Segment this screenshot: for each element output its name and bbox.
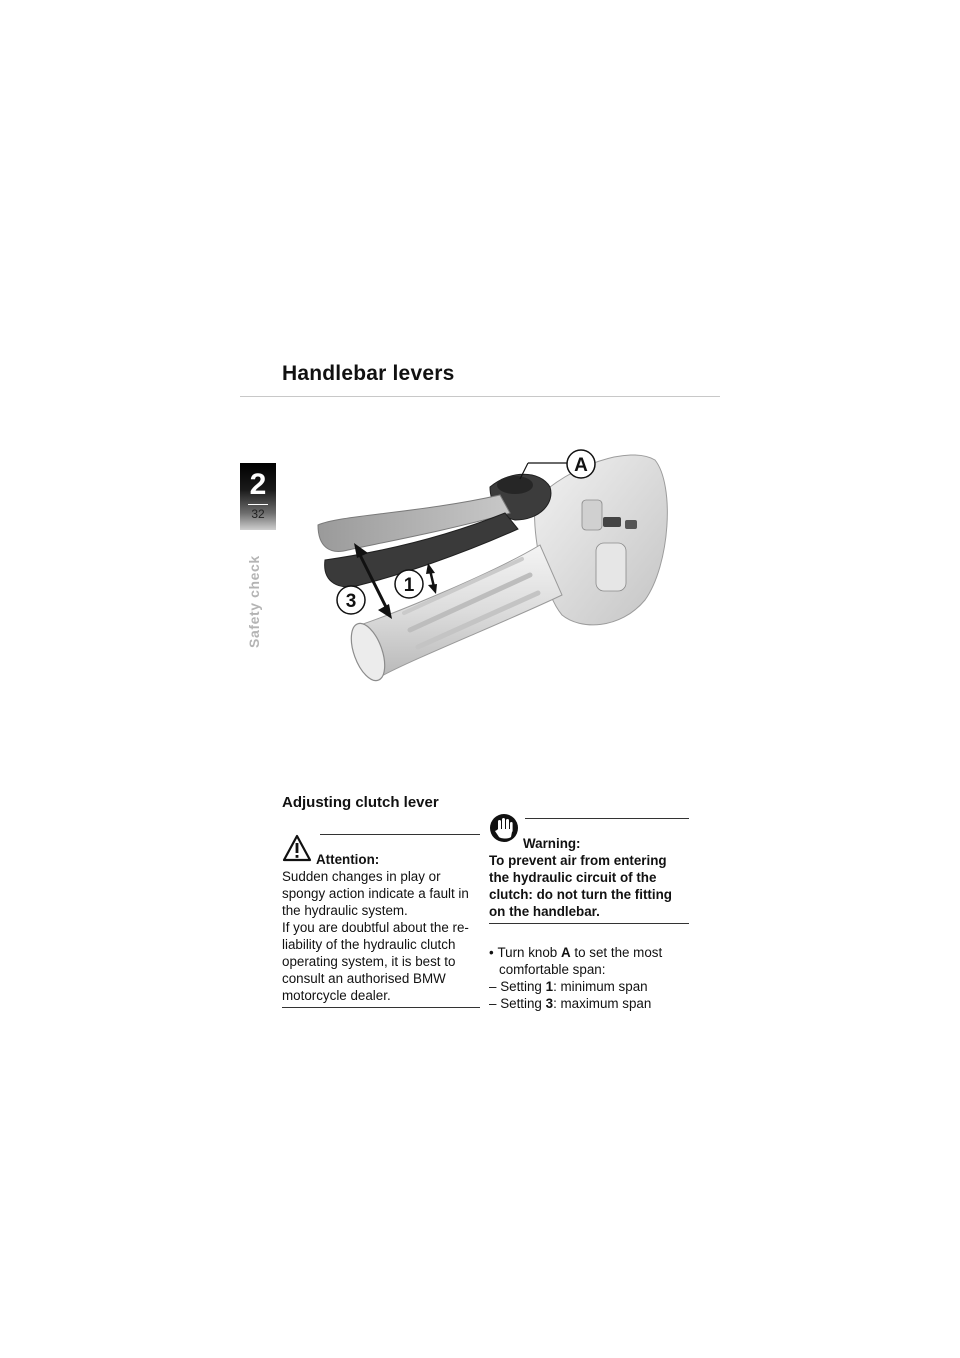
warning-triangle-icon xyxy=(282,834,312,862)
title-rule xyxy=(240,396,720,397)
warning-header xyxy=(489,818,689,852)
callout-3: 3 xyxy=(345,591,357,612)
attention-text: Sudden changes in play or spongy action indicate a fault in the hydraulic system. If you are doubtful about the re- liability of the hydraulic clutch operating system, it is best to consult an authorised BMW motorcycle dealer. xyxy=(282,869,469,1003)
warning-note xyxy=(489,818,689,1012)
warning-text: To prevent air from entering the hydraulic circuit of the clutch: do not turn the fitting on the handlebar. xyxy=(489,853,672,919)
page-title: Handlebar levers xyxy=(282,362,455,385)
attention-bottom-rule xyxy=(282,1007,480,1008)
warning-label: Warning: xyxy=(523,836,581,851)
attention-label: Attention: xyxy=(316,852,380,867)
attention-header xyxy=(282,834,480,868)
step-setting-1: – Setting 1: minimum span xyxy=(489,979,648,994)
chapter-tab xyxy=(240,463,276,530)
clutch-lever-figure xyxy=(300,425,680,705)
warning-bottom-rule xyxy=(489,923,689,924)
callout-1: 1 xyxy=(403,575,415,596)
attention-note xyxy=(282,834,480,1008)
section-heading: Adjusting clutch lever xyxy=(282,794,439,811)
side-label: Safety check xyxy=(246,555,262,648)
step-setting-3: – Setting 3: maximum span xyxy=(489,996,652,1011)
adjustment-steps xyxy=(489,944,689,1012)
chapter-rule xyxy=(248,504,268,505)
stop-hand-icon xyxy=(489,812,519,844)
clutch-lever-illustration xyxy=(300,425,680,705)
step-turn-knob: • Turn knob A to set the most comfortable span: xyxy=(489,945,663,977)
callout-a: A xyxy=(574,455,588,476)
page-number: 32 xyxy=(251,507,265,521)
attention-top-rule xyxy=(320,834,480,835)
warning-top-rule xyxy=(525,818,689,819)
chapter-number: 2 xyxy=(249,468,267,501)
